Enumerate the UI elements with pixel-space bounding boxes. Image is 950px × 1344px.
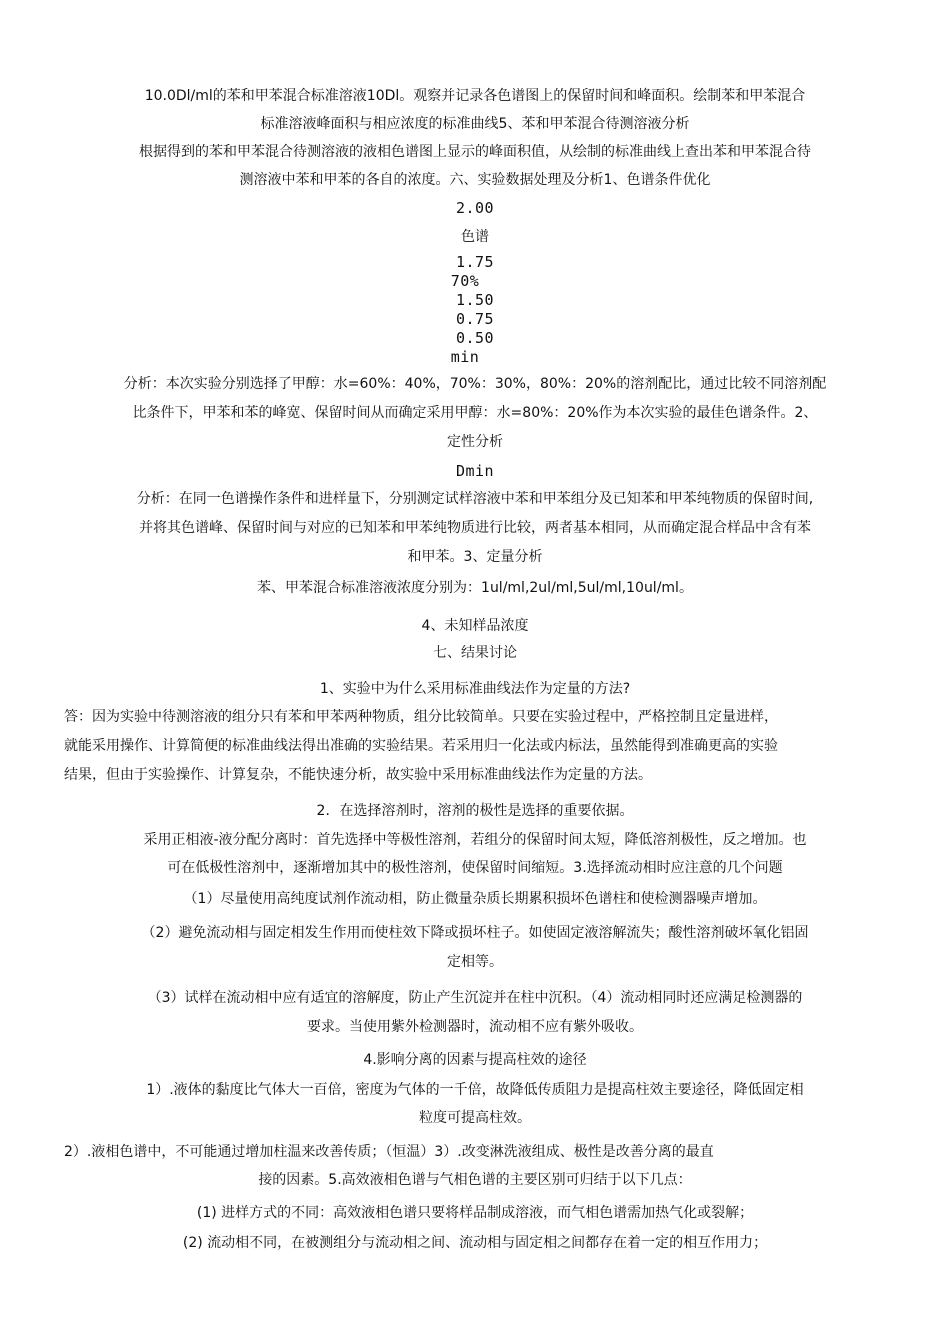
- paragraph-line: 10.0Dl/ml的苯和甲苯混合标准溶液10Dl。观察并记录各色谱图上的保留时间和峰面积。绘制苯和甲苯混合: [144, 88, 806, 104]
- paragraph-line: 标准溶液峰面积与相应浓度的标准曲线5、苯和甲苯混合待测溶液分析: [260, 116, 690, 132]
- chart-residue-text: 1.75: [455, 253, 495, 271]
- chart-residue-text: Dmin: [455, 462, 495, 480]
- chart-residue-text: 70%: [450, 272, 480, 290]
- paragraph-line: 定相等。: [447, 954, 503, 970]
- paragraph-line: 根据得到的苯和甲苯混合待测溶液的液相色谱图上显示的峰面积值，从绘制的标准曲线上查出苯和甲苯混合待: [139, 144, 811, 160]
- chart-residue-text: 0.75: [455, 310, 495, 328]
- section-heading: 七、结果讨论: [433, 645, 517, 661]
- paragraph-line: 答：因为实验中待测溶液的组分只有苯和甲苯两种物质，组分比较简单。只要在实验过程中，严格控制且定量进样，: [64, 709, 778, 725]
- paragraph-line: （2）避免流动相与固定相发生作用而使柱效下降或损坏柱子。如使固定液溶解流失；酸性溶剂破坏氧化铝固: [141, 925, 809, 941]
- chart-residue-text: 1.50: [455, 291, 495, 309]
- paragraph-line: 粒度可提高柱效。: [419, 1110, 531, 1126]
- paragraph-line: 要求。当使用紫外检测器时，流动相不应有紫外吸收。: [307, 1019, 643, 1035]
- question-heading: 1、实验中为什么采用标准曲线法作为定量的方法?: [319, 681, 631, 697]
- paragraph-line: 苯、甲苯混合标准溶液浓度分别为：1ul/ml,2ul/ml,5ul/ml,10ul/ml。: [257, 580, 693, 596]
- paragraph-line: (1) 进样方式的不同：高效液相色谱只要将样品制成溶液，而气相色谱需加热气化或裂解；: [196, 1205, 754, 1221]
- chart-residue-text: min: [450, 348, 480, 366]
- paragraph-line: 比条件下，甲苯和苯的峰宽、保留时间从而确定采用甲醇：水=80%：20%作为本次实验的最佳色谱条件。2、: [132, 405, 818, 421]
- chart-residue-text: 色谱: [461, 229, 489, 245]
- section-heading: 4、未知样品浓度: [421, 618, 529, 634]
- paragraph-line: 结果，但由于实验操作、计算复杂，不能快速分析，故实验中采用标准曲线法作为定量的方法。: [64, 767, 652, 783]
- paragraph-line: 并将其色谱峰、保留时间与对应的已知苯和甲苯纯物质进行比较，两者基本相同，从而确定混合样品中含有苯: [139, 520, 811, 536]
- question-heading: 2．在选择溶剂时，溶剂的极性是选择的重要依据。: [316, 803, 634, 819]
- paragraph-line: 1）.液体的黏度比气体大一百倍，密度为气体的一千倍，故降低传质阻力是提高柱效主要途径，降低固定相: [146, 1082, 804, 1098]
- question-heading: 4.影响分离的因素与提高柱效的途径: [363, 1052, 587, 1068]
- section-heading: 定性分析: [447, 434, 503, 450]
- paragraph-line: （3）试样在流动相中应有适宜的溶解度，防止产生沉淀并在柱中沉积。（4）流动相同时还应满足检测器的: [147, 990, 803, 1006]
- paragraph-line: 和甲苯。3、定量分析: [407, 549, 543, 565]
- chart-residue-text: 2.00: [455, 199, 495, 217]
- paragraph-line: 可在低极性溶剂中，逐渐增加其中的极性溶剂，使保留时间缩短。3.选择流动相时应注意的几个问题: [167, 860, 783, 876]
- paragraph-line: 分析：本次实验分别选择了甲醇：水=60%：40%，70%：30%，80%：20%的溶剂配比，通过比较不同溶剂配: [123, 376, 827, 392]
- paragraph-line: 分析：在同一色谱操作条件和进样量下，分别测定试样溶液中苯和甲苯组分及已知苯和甲苯纯物质的保留时间,: [136, 491, 814, 507]
- paragraph-line: (2) 流动相不同，在被测组分与流动相之间、流动相与固定相之间都存在着一定的相互作用力；: [182, 1235, 768, 1251]
- chart-residue-text: 0.50: [455, 329, 495, 347]
- paragraph-line: 采用正相液-液分配分离时：首先选择中等极性溶剂，若组分的保留时间太短，降低溶剂极性，反之增加。也: [143, 832, 807, 848]
- paragraph-line: 测溶液中苯和甲苯的各自的浓度。六、实验数据处理及分析1、色谱条件优化: [239, 172, 711, 188]
- paragraph-line: （1）尽量使用高纯度试剂作流动相，防止微量杂质长期累积损坏色谱柱和使检测器噪声增加。: [183, 891, 767, 907]
- paragraph-line: 接的因素。5.高效液相色谱与气相色谱的主要区别可归结于以下几点：: [258, 1172, 692, 1188]
- paragraph-line: 2）.液相色谱中，不可能通过增加柱温来改善传质；（恒温）3）.改变淋洗液组成、极性是改善分离的最直: [64, 1144, 714, 1160]
- paragraph-line: 就能采用操作、计算简便的标准曲线法得出准确的实验结果。若采用归一化法或内标法，虽然能得到准确更高的实验: [64, 738, 778, 754]
